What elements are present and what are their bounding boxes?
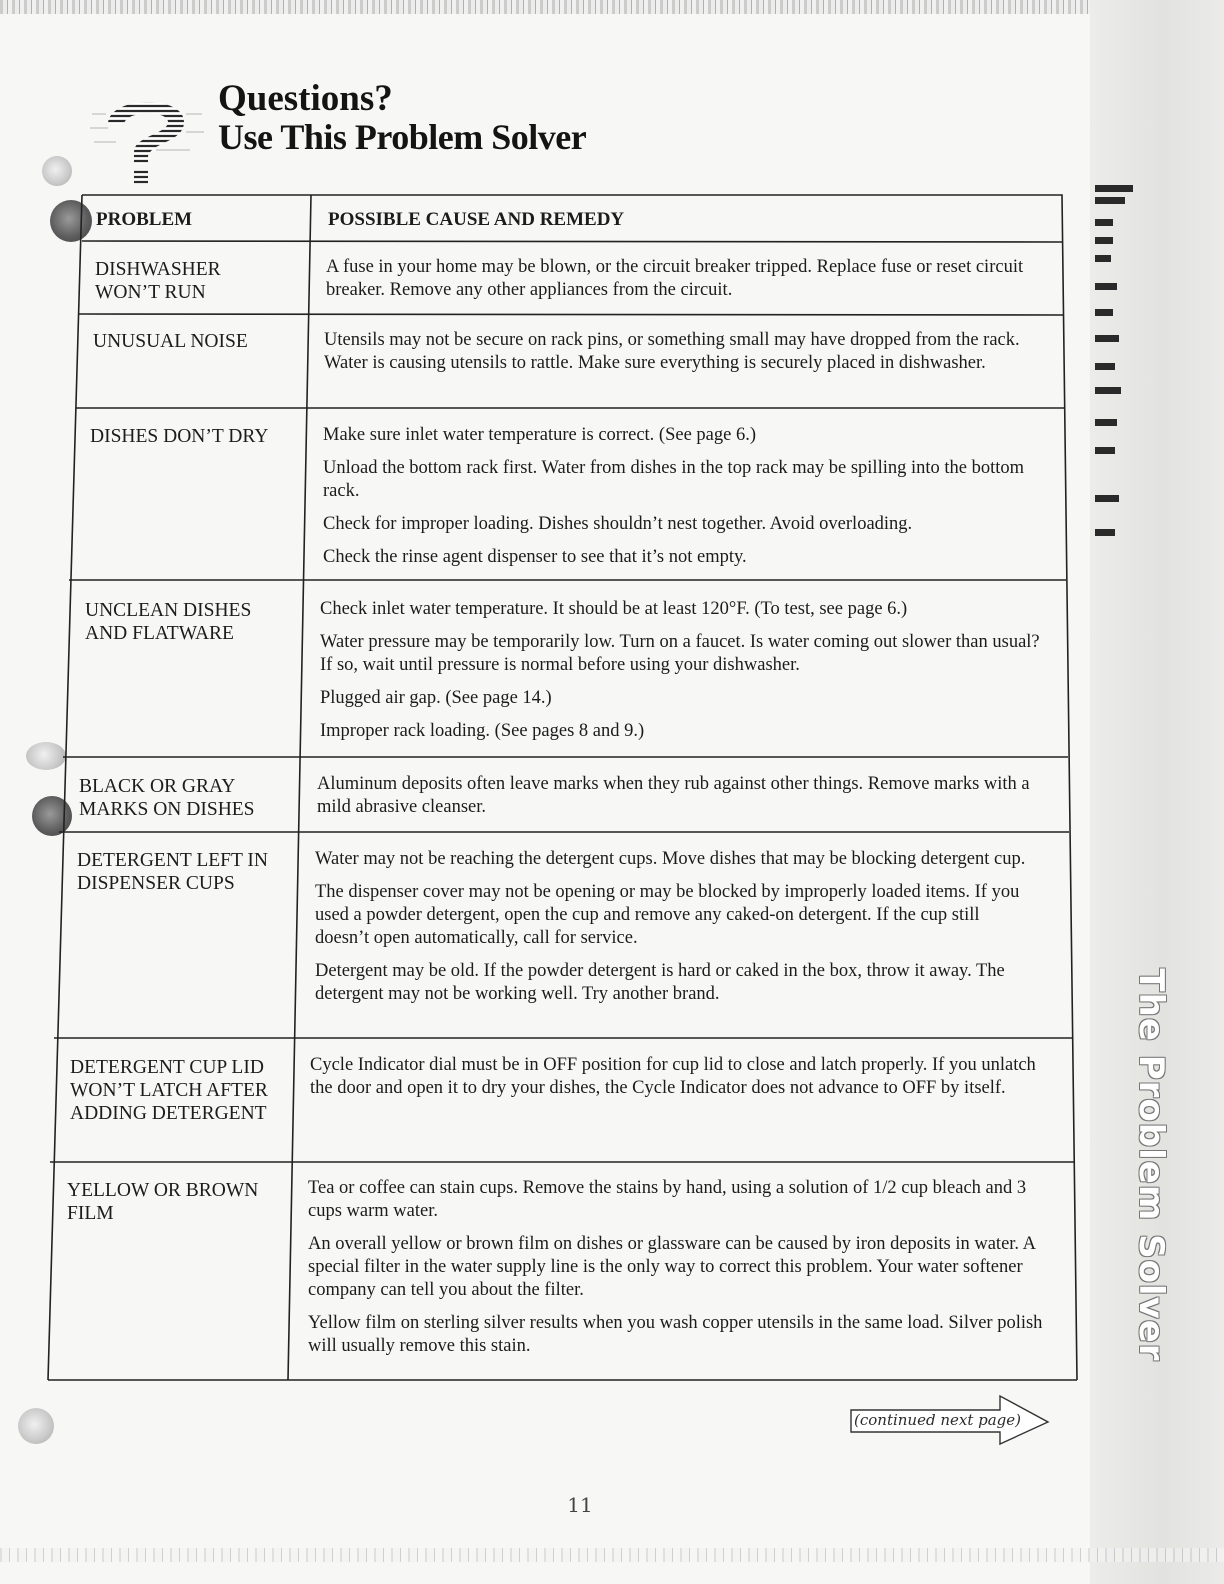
remedy-black-gray-marks: Aluminum deposits often leave marks when they rub against other things. Remove marks with a mild abrasive cleanser. bbox=[317, 774, 1030, 817]
problem-unclean-dishes: UNCLEAN DISHES AND FLATWARE bbox=[85, 600, 252, 644]
problem-cup-lid-wont-latch: DETERGENT CUP LID WON’T LATCH AFTER ADDING DETERGENT bbox=[70, 1057, 268, 1124]
remedy-dishes-dont-dry: Make sure inlet water temperature is correct. (See page 6.) Unload the bottom rack first. Water from dishes in the top rack may be spilling into the bottom rack. Check for improper loading. Dishes shouldn’t nest together. Avoid overloading. Check the rinse agent dispenser to see that it’s not empty. bbox=[323, 425, 1025, 567]
column-header-remedy: POSSIBLE CAUSE AND REMEDY bbox=[328, 209, 625, 230]
title-line-1: Questions? bbox=[218, 78, 393, 119]
remedy-yellow-brown-film: Tea or coffee can stain cups. Remove the stains by hand, using a solution of 1/2 cup bleach and 3 cups warm water. An overall yellow or brown film on dishes or glassware can be caused by iron deposits in water. A special filter in the water supply line is the only way to correct this problem. Your water softener company can tell you about the filter. Yellow film on sterling silver results when you wash copper utensils in the same load. Silver polish will usually remove this stain. bbox=[308, 1178, 1043, 1356]
remedy-dishwasher-wont-run: A fuse in your home may be blown, or the circuit breaker tripped. Replace fuse or reset circuit breaker. Remove any other appliances from the circuit. bbox=[326, 257, 1024, 300]
remedy-detergent-left: Water may not be reaching the detergent cups. Move dishes that may be blocking detergent cup. The dispenser cover may not be opening or may be blocked by improperly loaded items. If you used a powder detergent, open the cup and remove any caked-on detergent. If the cup still doesn’t open automatically, call for service. Detergent may be old. If the powder detergent is hard or caked in the box, throw it away. The detergent may not be working well. Try another brand. bbox=[315, 849, 1026, 1004]
scan-top-edge bbox=[0, 0, 1224, 14]
scan-bottom-edge bbox=[0, 1548, 1224, 1562]
problem-yellow-brown-film: YELLOW OR BROWN FILM bbox=[67, 1180, 259, 1224]
page-number: 11 bbox=[567, 1493, 593, 1517]
problem-solver-table bbox=[47, 194, 1079, 1384]
page-title bbox=[218, 80, 586, 156]
column-header-problem: PROBLEM bbox=[96, 209, 193, 230]
title-line-2: Use This Problem Solver bbox=[218, 117, 587, 157]
problem-detergent-left: DETERGENT LEFT IN DISPENSER CUPS bbox=[77, 850, 269, 894]
binder-hole-top bbox=[42, 156, 72, 186]
side-tab-label: The Problem Solver bbox=[1131, 968, 1171, 1362]
problem-dishes-dont-dry: DISHES DON’T DRY bbox=[90, 426, 269, 447]
continued-next-page[interactable]: (continued next page) bbox=[850, 1394, 1052, 1446]
problem-dishwasher-wont-run: DISHWASHER WON’T RUN bbox=[95, 259, 221, 303]
binder-hole-bottom bbox=[18, 1408, 54, 1444]
remedy-cup-lid-wont-latch: Cycle Indicator dial must be in OFF position for cup lid to close and latch properly. If you unlatch the door and open it to dry your dishes, the Cycle Indicator does not advance to OFF by itself. bbox=[310, 1055, 1036, 1098]
question-mark-icon bbox=[86, 84, 206, 190]
problem-black-gray-marks: BLACK OR GRAY MARKS ON DISHES bbox=[79, 776, 255, 820]
remedy-unclean-dishes: Check inlet water temperature. It should be at least 120°F. (To test, see page 6.) Water pressure may be temporarily low. Turn on a faucet. Is water coming out slower than usual? If so, wait until pressure is normal before using your dishwasher. Plugged air gap. (See page 14.) Improper rack loading. (See pages 8 and 9.) bbox=[320, 599, 1040, 741]
tab-index-marks bbox=[1095, 185, 1155, 555]
remedy-unusual-noise: Utensils may not be secure on rack pins, or something small may have dropped from the rack. Water is causing utensils to rattle. Make sure everything is securely placed in dishwasher. bbox=[324, 330, 1020, 373]
problem-unusual-noise: UNUSUAL NOISE bbox=[93, 331, 248, 352]
